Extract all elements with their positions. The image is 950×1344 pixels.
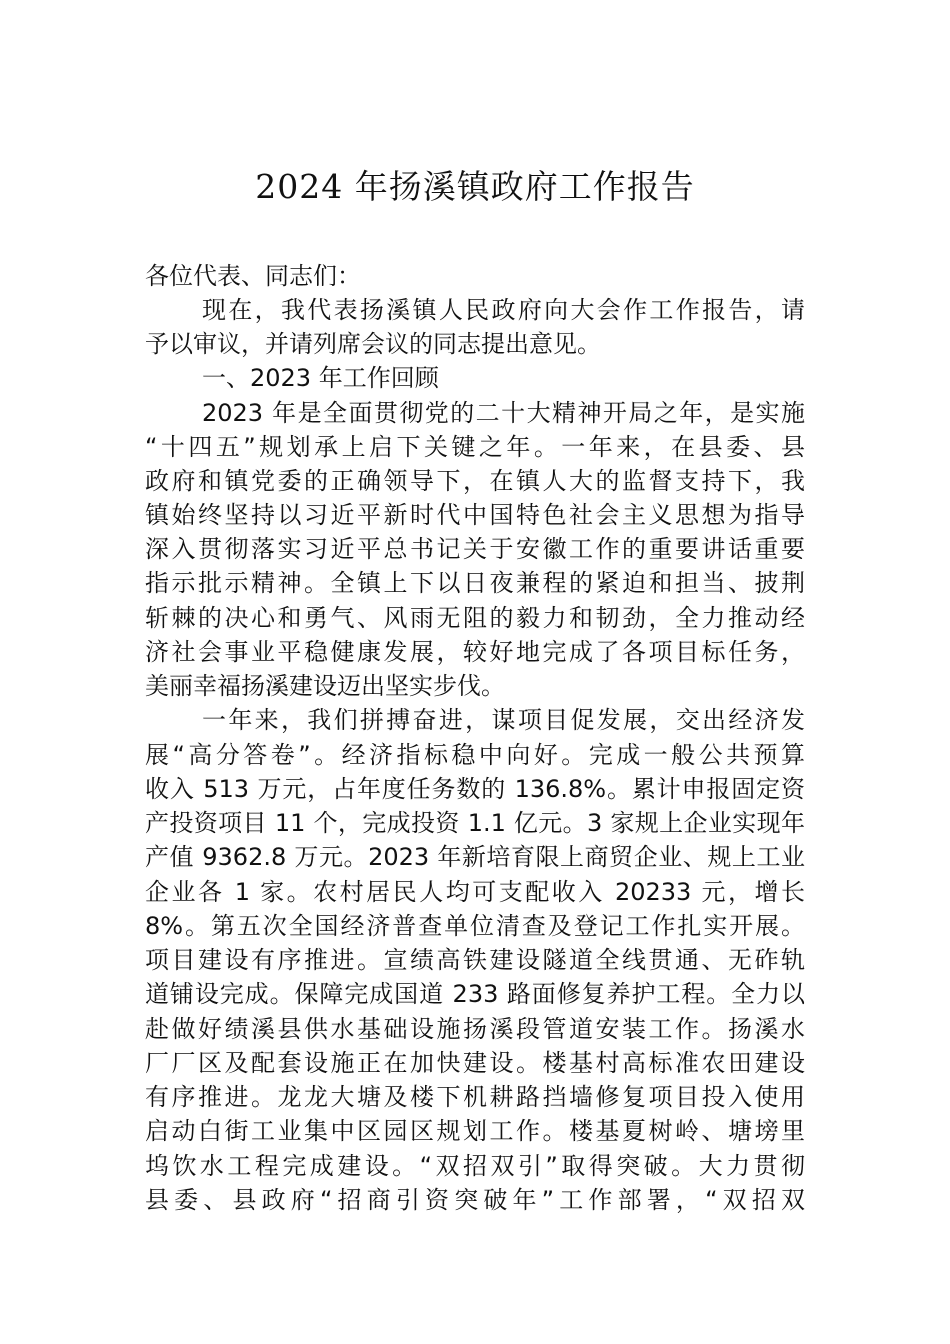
paragraph-line: 现在，我代表扬溪镇人民政府向大会作工作报告，请 — [202, 296, 805, 324]
paragraph-line: 产值 9362.8 万元。2023 年新培育限上商贸企业、规上工业 — [145, 843, 805, 871]
paragraph-line: 厂厂区及配套设施正在加快建设。楼基村高标准农田建设 — [145, 1049, 805, 1077]
salutation-line: 各位代表、同志们： — [145, 262, 361, 290]
section-heading: 一、2023 年工作回顾 — [202, 364, 439, 392]
paragraph-line: 指示批示精神。全镇上下以日夜兼程的紧迫和担当、披荆 — [145, 569, 805, 597]
paragraph-line: 启动白街工业集中区园区规划工作。楼基夏树岭、塘塝里 — [145, 1117, 805, 1145]
paragraph-line: 项目建设有序推进。宣绩高铁建设隧道全线贯通、无砟轨 — [145, 946, 805, 974]
document-title: 2024 年扬溪镇政府工作报告 — [255, 167, 695, 206]
paragraph-line: 有序推进。龙龙大塘及楼下机耕路挡墙修复项目投入使用 — [145, 1083, 805, 1111]
paragraph-line: 2023 年是全面贯彻党的二十大精神开局之年，是实施 — [202, 399, 805, 427]
paragraph-line: 镇始终坚持以习近平新时代中国特色社会主义思想为指导 — [145, 501, 805, 529]
paragraph-line: 美丽幸福扬溪建设迈出坚实步伐。 — [145, 672, 505, 700]
paragraph-line: 一年来，我们拼搏奋进，谋项目促发展，交出经济发 — [202, 706, 805, 734]
paragraph-line: 济社会事业平稳健康发展，较好地完成了各项目标任务， — [145, 638, 805, 666]
paragraph-line: 深入贯彻落实习近平总书记关于安徽工作的重要讲话重要 — [145, 535, 805, 563]
paragraph-line: 赴做好绩溪县供水基础设施扬溪段管道安装工作。扬溪水 — [145, 1015, 805, 1043]
paragraph-line: 企业各 1 家。农村居民人均可支配收入 20233 元，增长 — [145, 878, 805, 906]
paragraph-line: 8%。第五次全国经济普查单位清查及登记工作扎实开展。 — [145, 912, 805, 940]
paragraph-line: 政府和镇党委的正确领导下，在镇人大的监督支持下，我 — [145, 467, 805, 495]
paragraph-line: 道铺设完成。保障完成国道 233 路面修复养护工程。全力以 — [145, 980, 805, 1008]
paragraph-line: 展“高分答卷”。经济指标稳中向好。完成一般公共预算 — [145, 741, 805, 769]
paragraph-line: 收入 513 万元，占年度任务数的 136.8%。累计申报固定资 — [145, 775, 805, 803]
paragraph-line: 坞饮水工程完成建设。“双招双引”取得突破。大力贯彻 — [145, 1152, 805, 1180]
paragraph-line: 斩棘的决心和勇气、风雨无阻的毅力和韧劲，全力推动经 — [145, 604, 805, 632]
paragraph-line: 县委、县政府“招商引资突破年”工作部署，“双招双 — [145, 1186, 805, 1214]
paragraph-line: “十四五”规划承上启下关键之年。一年来，在县委、县 — [145, 433, 805, 461]
paragraph-line: 予以审议，并请列席会议的同志提出意见。 — [145, 330, 601, 358]
paragraph-line: 产投资项目 11 个，完成投资 1.1 亿元。3 家规上企业实现年 — [145, 809, 805, 837]
